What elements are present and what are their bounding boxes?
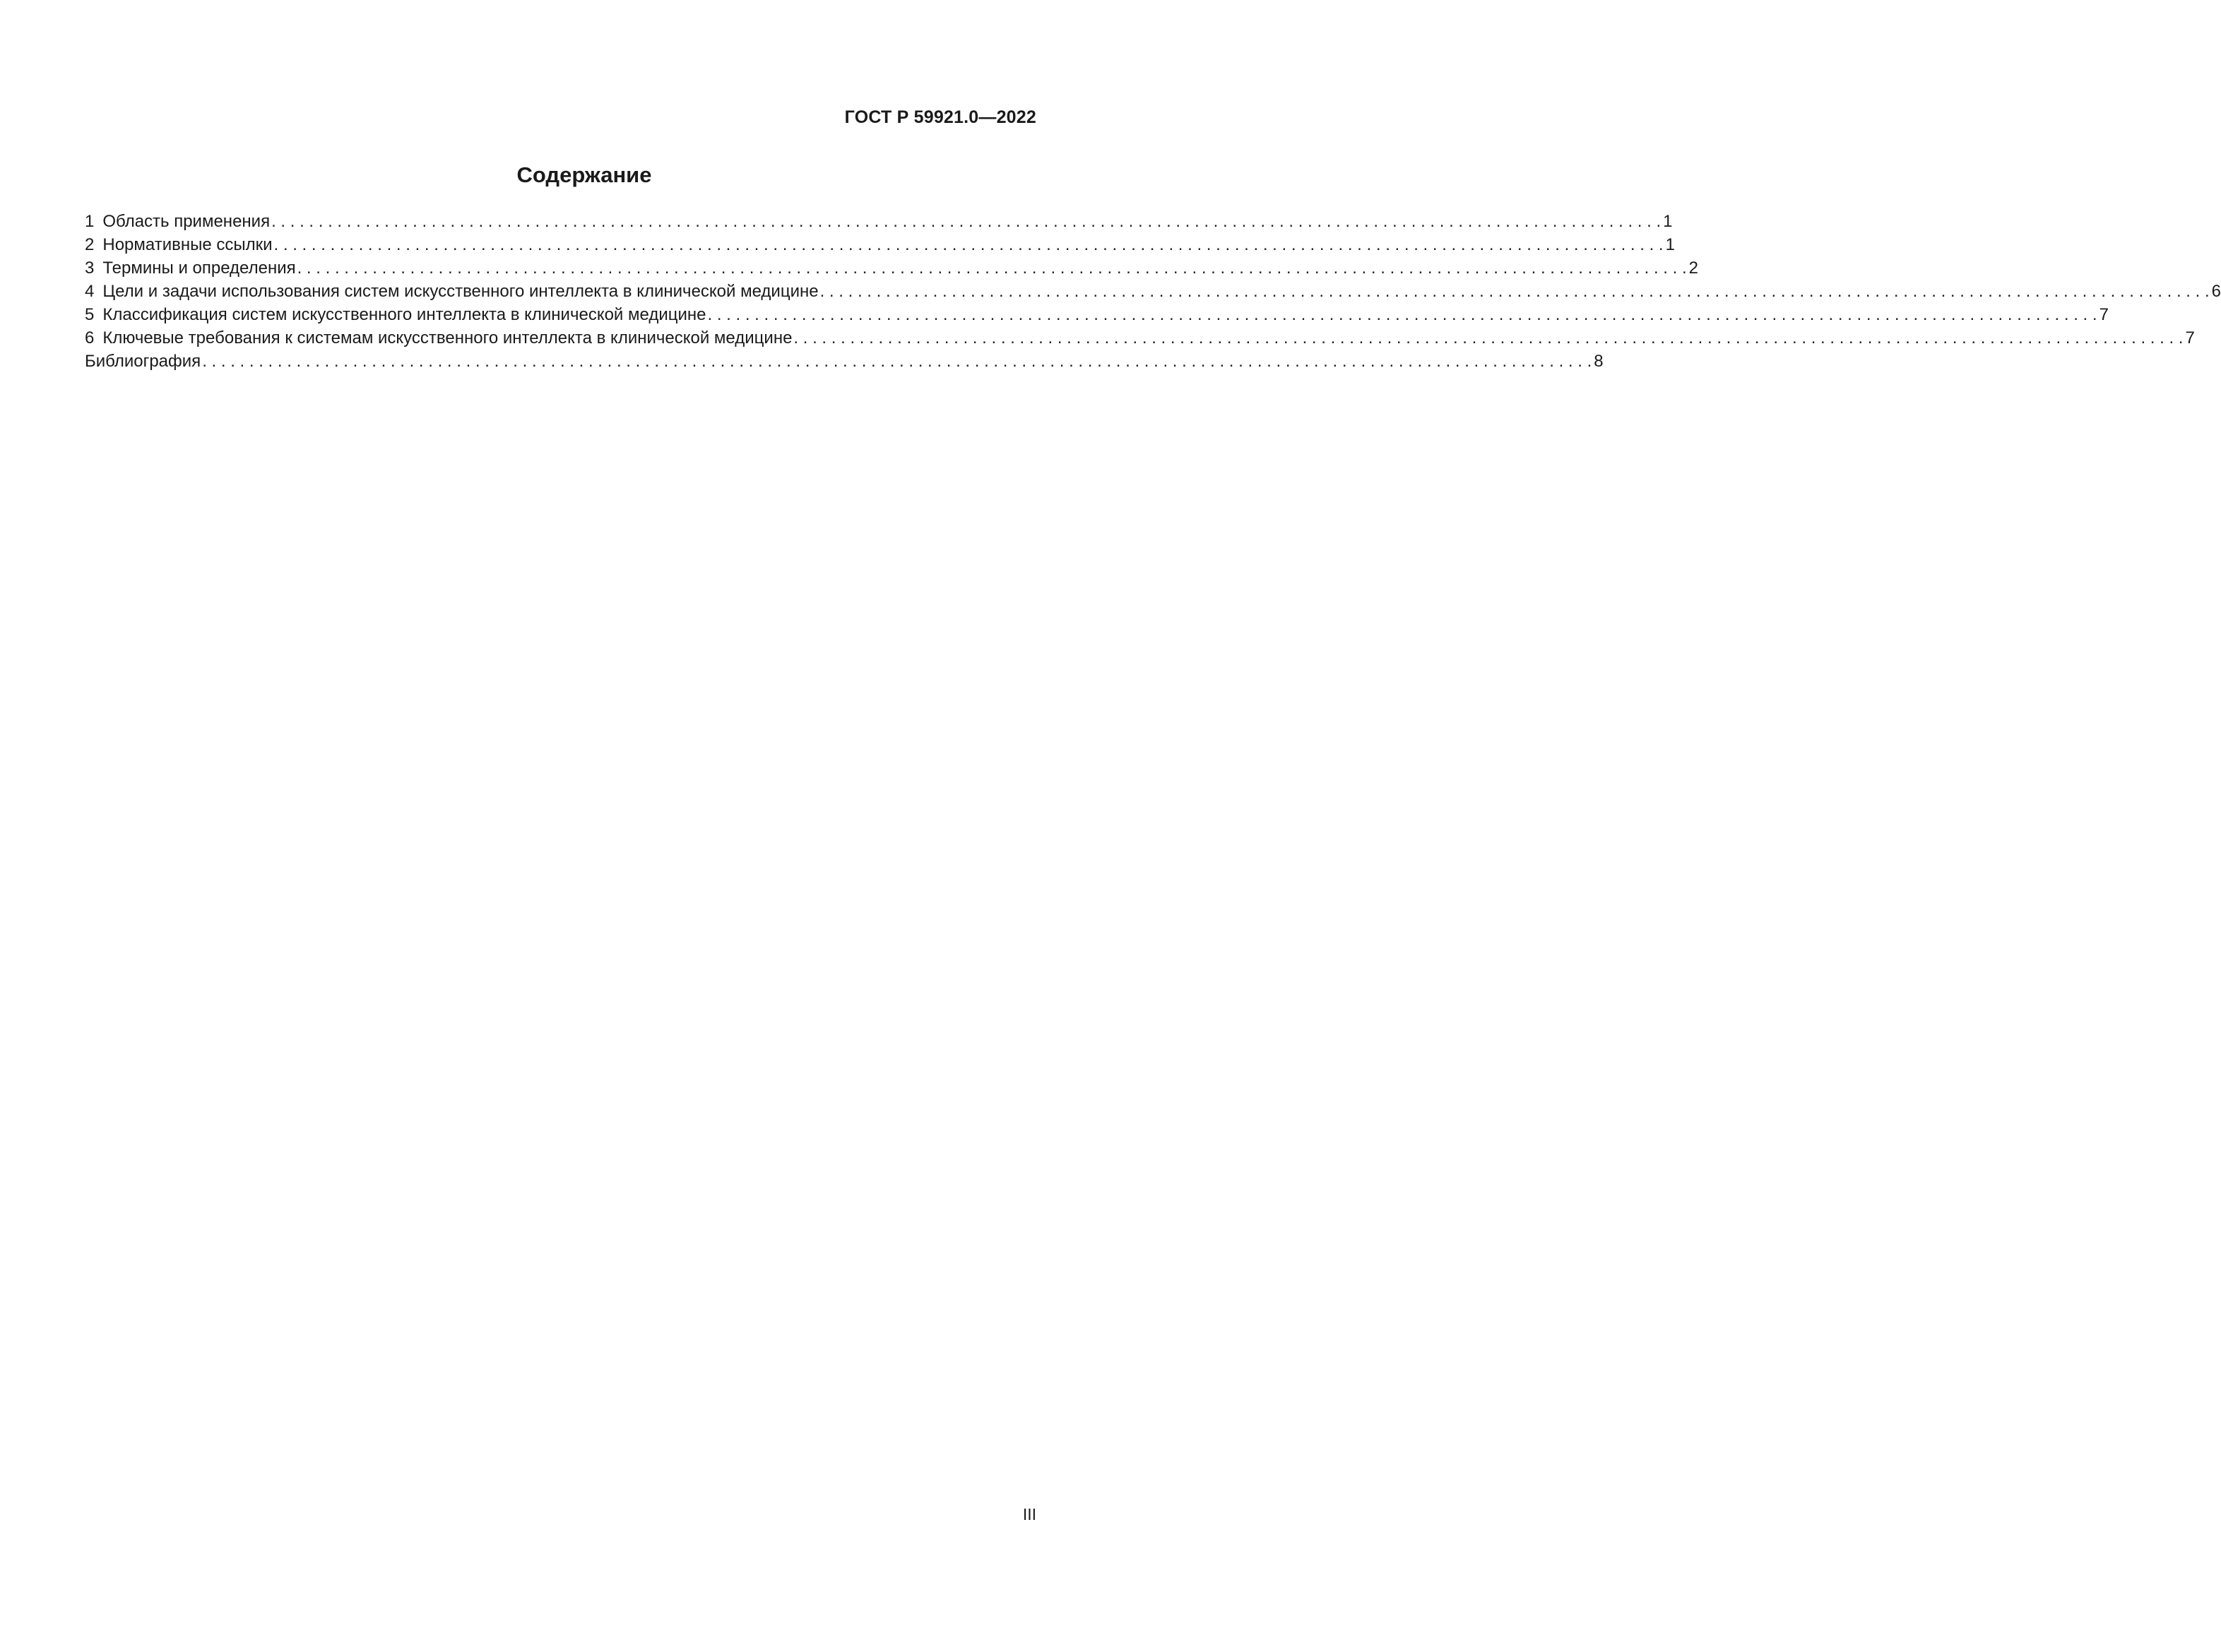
toc-entry-1[interactable]: [85, 210, 1673, 233]
toc-entry-5[interactable]: [85, 303, 2109, 326]
toc-dot-leader: [202, 350, 1592, 373]
toc-entry-text: Область применения: [102, 212, 271, 231]
toc-entry-text: Библиография: [85, 352, 201, 371]
toc-dot-leader: [793, 326, 2183, 350]
toc-entry-4[interactable]: [85, 280, 2221, 303]
toc-entry-text: Ключевые требования к системам искусственного интеллекта в клинической медицине: [102, 328, 793, 347]
toc-entry-2[interactable]: [85, 233, 1675, 256]
toc-entry-6[interactable]: [85, 326, 2195, 350]
toc-entry-bibliography[interactable]: [85, 350, 1604, 373]
toc-entry-page: 1: [1663, 212, 1673, 231]
toc-entry-page: 2: [1688, 259, 1699, 278]
toc-entry-number: 1: [85, 212, 95, 231]
toc-entry-text: Нормативные ссылки: [102, 235, 273, 254]
toc-entry-number: 5: [85, 305, 95, 324]
toc-entry-page: 7: [2185, 328, 2195, 347]
table-of-contents: [85, 210, 2221, 373]
toc-dot-leader: [708, 303, 2097, 326]
toc-entry-text: Классификация систем искусственного интеллекта в клинической медицине: [102, 305, 706, 324]
toc-entry-number: 3: [85, 259, 95, 278]
toc-entry-page: 8: [1594, 352, 1604, 371]
page-number: III: [1022, 1505, 1036, 1523]
toc-entry-number: 6: [85, 328, 95, 347]
toc-entry-page: 6: [2211, 282, 2221, 301]
toc-entry-text: Цели и задачи использования систем искусственного интеллекта в клинической медицине: [102, 282, 819, 301]
toc-title: Содержание: [516, 162, 652, 187]
toc-dot-leader: [820, 280, 2210, 303]
toc-entry-page: 7: [2099, 305, 2109, 324]
toc-entry-3[interactable]: [85, 256, 1699, 280]
toc-dot-leader: [297, 256, 1687, 280]
toc-dot-leader: [274, 233, 1664, 256]
toc-entry-text: Термины и определения: [102, 259, 296, 278]
toc-entry-number: 4: [85, 282, 95, 301]
toc-entry-number: 2: [85, 235, 95, 254]
toc-dot-leader: [271, 210, 1661, 233]
document-code: ГОСТ Р 59921.0—2022: [844, 107, 1036, 127]
toc-entry-page: 1: [1665, 235, 1675, 254]
